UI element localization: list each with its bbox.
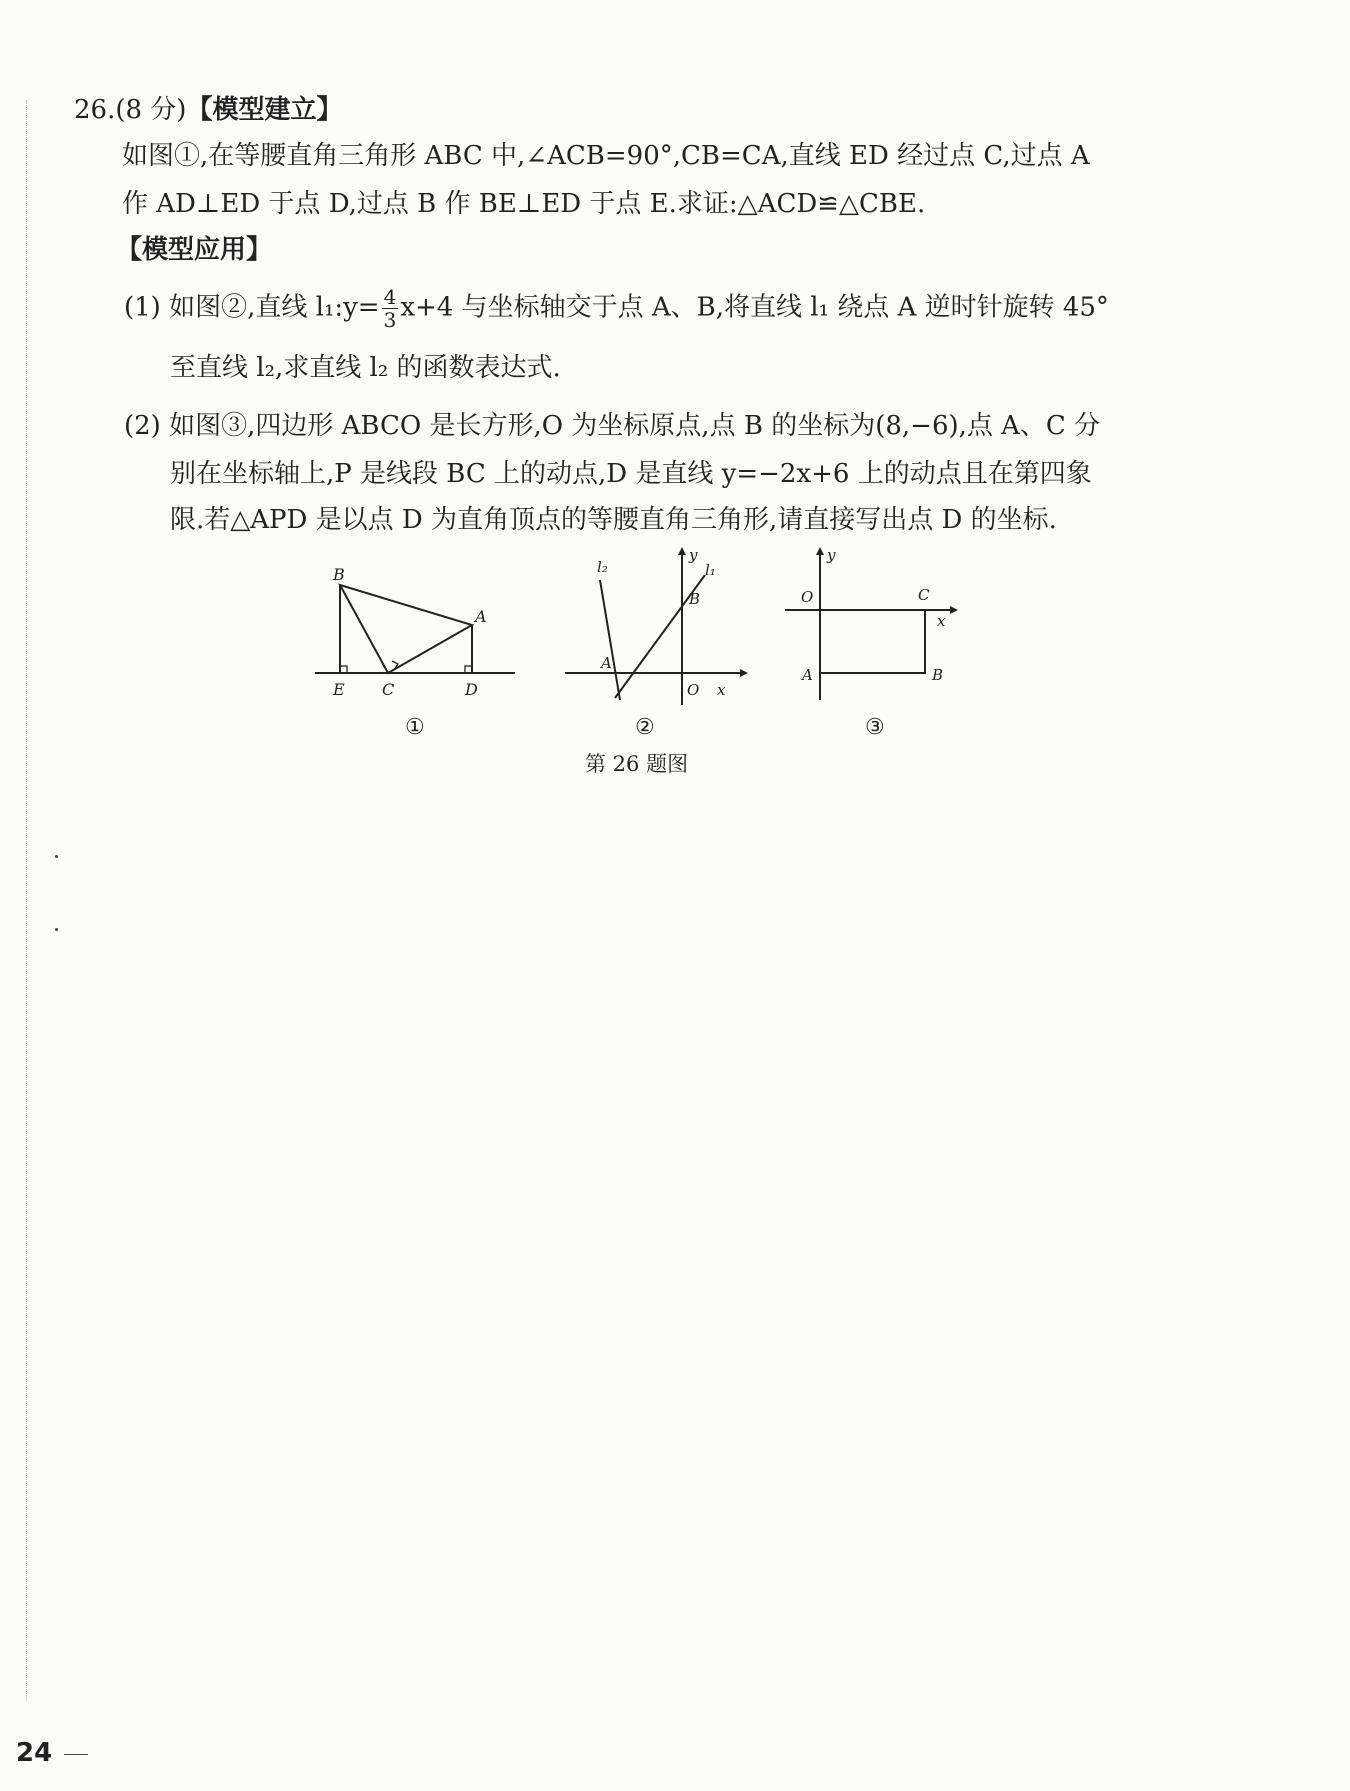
stem-line-2: 作 AD⊥ED 于点 D,过点 B 作 BE⊥ED 于点 E.求证:△ACD≌△CBE.	[122, 189, 926, 219]
figure-2-label: ②	[635, 715, 655, 740]
rectangle-abco	[820, 610, 925, 673]
point-label-a: A	[802, 666, 813, 684]
figure-1-label: ①	[405, 715, 425, 740]
x-axis-arrow-icon	[950, 606, 958, 614]
point-label-a: A	[601, 654, 612, 672]
part1-prefix: (1) 如图②,直线 l₁:y=	[124, 292, 380, 323]
question-number: 26.	[74, 95, 116, 125]
point-label-o: O	[687, 681, 700, 699]
margin-rule	[26, 100, 27, 1700]
part2-line-3: 限.若△APD 是以点 D 为直角顶点的等腰直角三角形,请直接写出点 D 的坐标.	[170, 505, 1057, 535]
figure-3-label: ③	[865, 715, 885, 740]
point-label-b: B	[689, 590, 701, 608]
point-label-c: C	[382, 680, 395, 699]
page-number: 24	[16, 1738, 53, 1768]
scan-dot	[55, 855, 58, 858]
stem-line-1: 如图①,在等腰直角三角形 ABC 中,∠ACB=90°,CB=CA,直线 ED 经过点 C,过点 A	[122, 141, 1090, 171]
point-label-d: D	[465, 680, 478, 699]
part1-line-1	[124, 286, 1109, 331]
part1-line-2: 至直线 l₂,求直线 l₂ 的函数表达式.	[170, 353, 561, 383]
section-model-heading: 【模型建立】	[186, 95, 343, 125]
figure-1	[315, 565, 535, 730]
triangle-abc	[340, 585, 472, 673]
axis-label-x: x	[937, 612, 946, 630]
line-label-l2: l₂	[597, 558, 608, 576]
figure-caption: 第 26 题图	[585, 752, 689, 776]
part1-suffix: x+4 与坐标轴交于点 A、B,将直线 l₁ 绕点 A 逆时针旋转 45°	[400, 292, 1109, 323]
section-apply-heading: 【模型应用】	[116, 235, 273, 265]
part2-line-1: (2) 如图③,四边形 ABCO 是长方形,O 为坐标原点,点 B 的坐标为(8,−6),点 A、C 分	[124, 411, 1101, 441]
axis-label-x: x	[717, 681, 726, 699]
point-label-c: C	[918, 586, 930, 604]
figure-3	[785, 546, 975, 710]
line-l2	[600, 580, 620, 700]
point-label-b: B	[932, 666, 944, 684]
point-label-a: A	[475, 607, 487, 626]
figures	[300, 545, 1000, 775]
page-number-dash	[64, 1754, 88, 1755]
right-angle-mark-e	[340, 666, 347, 673]
part2-line-2: 别在坐标轴上,P 是线段 BC 上的动点,D 是直线 y=−2x+6 上的动点且在第四象	[170, 459, 1092, 489]
point-label-o: O	[801, 588, 814, 606]
x-axis-arrow-icon	[740, 669, 748, 677]
axis-label-y: y	[689, 546, 698, 564]
fraction-numerator: 4	[383, 285, 397, 309]
scan-dot	[55, 928, 58, 931]
y-axis-arrow-icon	[816, 547, 824, 555]
point-label-e: E	[333, 680, 345, 699]
figure-2	[565, 546, 745, 720]
right-angle-mark-d	[465, 666, 472, 673]
question-header	[74, 96, 342, 124]
question-points: (8 分)	[115, 95, 187, 125]
axis-label-y: y	[827, 546, 836, 564]
point-label-b: B	[333, 565, 345, 584]
y-axis-arrow-icon	[678, 547, 686, 555]
fraction-denominator: 3	[383, 308, 397, 332]
fraction	[382, 286, 399, 331]
line-label-l1: l₁	[705, 561, 716, 579]
